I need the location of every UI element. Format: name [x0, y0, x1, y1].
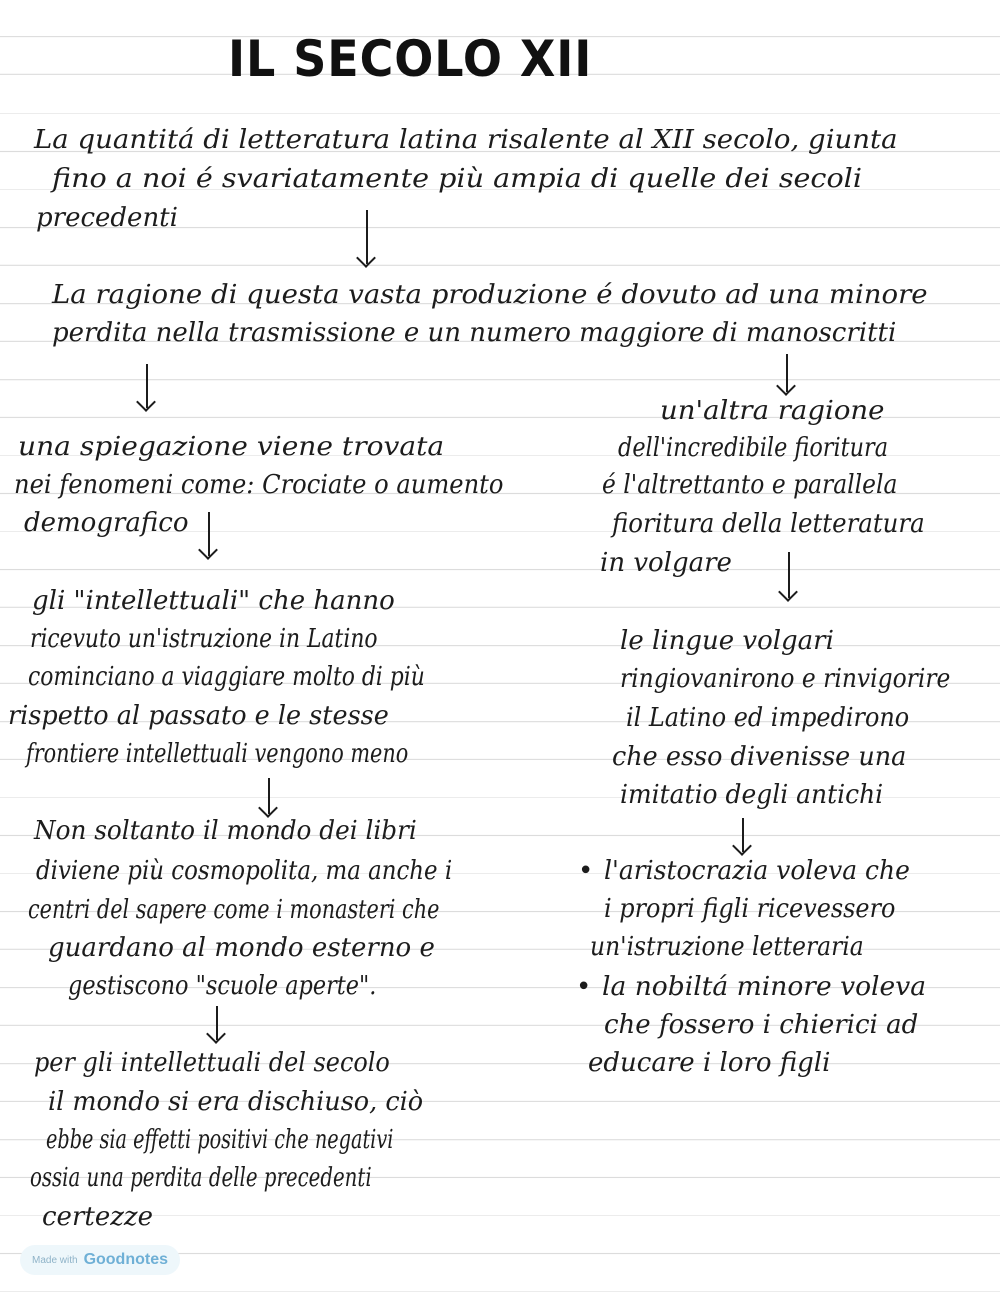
vernacular-line: imitatio degli antichi [620, 780, 884, 810]
consequence-line: ebbe sia effetti positivi che negativi [46, 1125, 394, 1155]
other-reason-line: fioritura della letteratura [612, 509, 925, 539]
bullet-line: i propri figli ricevessero [604, 894, 896, 924]
other-reason-line: in volgare [600, 548, 732, 578]
bullet-line: un'istruzione letteraria [590, 932, 864, 962]
bullet-line: la nobiltá minore voleva [602, 972, 927, 1002]
bullet-dot-icon: • [576, 972, 592, 1002]
cosmopolitan-line: gestiscono "scuole aperte". [68, 971, 377, 1001]
goodnotes-logo: Goodnotes [83, 1251, 168, 1268]
down-arrow-icon [366, 210, 368, 264]
vernacular-line: che esso divenisse una [612, 742, 907, 772]
down-arrow-icon [146, 364, 148, 408]
explanation-line: demografico [24, 508, 189, 538]
consequence-line: certezze [42, 1202, 153, 1232]
goodnotes-badge [20, 1245, 180, 1275]
bullet-dot-icon: • [578, 856, 594, 886]
consequence-line: per gli intellettuali del secolo [34, 1048, 390, 1078]
other-reason-line: un'altra ragione [660, 396, 885, 426]
cosmopolitan-line: Non soltanto il mondo dei libri [34, 816, 417, 846]
intro-line: La quantitá di letteratura latina risalente al XII secolo, giunta [34, 125, 898, 155]
vernacular-line: le lingue volgari [620, 626, 834, 656]
intellectuals-line: ricevuto un'istruzione in Latino [30, 624, 378, 654]
explanation-line: nei fenomeni come: Crociate o aumento [14, 470, 504, 500]
explanation-line: una spiegazione viene trovata [18, 432, 445, 462]
down-arrow-icon [742, 818, 744, 852]
cosmopolitan-line: diviene più cosmopolita, ma anche i [36, 856, 453, 886]
bullet-line: educare i loro figli [588, 1048, 831, 1078]
consequence-line: il mondo si era dischiuso, ciò [48, 1087, 424, 1117]
intro-line: precedenti [36, 203, 178, 233]
other-reason-line: dell'incredibile fioritura [618, 433, 889, 463]
reason-line: La ragione di questa vasta produzione é dovuto ad una minore [52, 280, 928, 310]
vernacular-line: il Latino ed impedirono [626, 703, 910, 733]
down-arrow-icon [788, 552, 790, 598]
intellectuals-line: rispetto al passato e le stesse [8, 701, 389, 731]
intellectuals-line: frontiere intellettuali vengono meno [26, 739, 409, 769]
bullet-line: l'aristocrazia voleva che [604, 856, 910, 886]
down-arrow-icon [268, 778, 270, 814]
intellectuals-line: cominciano a viaggiare molto di più [28, 662, 425, 692]
down-arrow-icon [208, 512, 210, 556]
intro-line: fino a noi é svariatamente più ampia di quelle dei secoli [52, 164, 862, 194]
made-with-label: Made with [31, 1254, 78, 1266]
page-title: IL SECOLO XII [228, 30, 593, 88]
cosmopolitan-line: guardano al mondo esterno e [48, 933, 435, 963]
consequence-line: ossia una perdita delle precedenti [30, 1163, 372, 1193]
intellectuals-line: gli "intellettuali" che hanno [32, 586, 395, 616]
bullet-line: che fossero i chierici ad [604, 1010, 919, 1040]
down-arrow-icon [216, 1006, 218, 1040]
reason-line: perdita nella trasmissione e un numero maggiore di manoscritti [52, 318, 897, 348]
other-reason-line: é l'altrettanto e parallela [602, 470, 898, 500]
vernacular-line: ringiovanirono e rinvigorire [620, 664, 951, 694]
down-arrow-icon [786, 354, 788, 392]
cosmopolitan-line: centri del sapere come i monasteri che [28, 895, 440, 925]
